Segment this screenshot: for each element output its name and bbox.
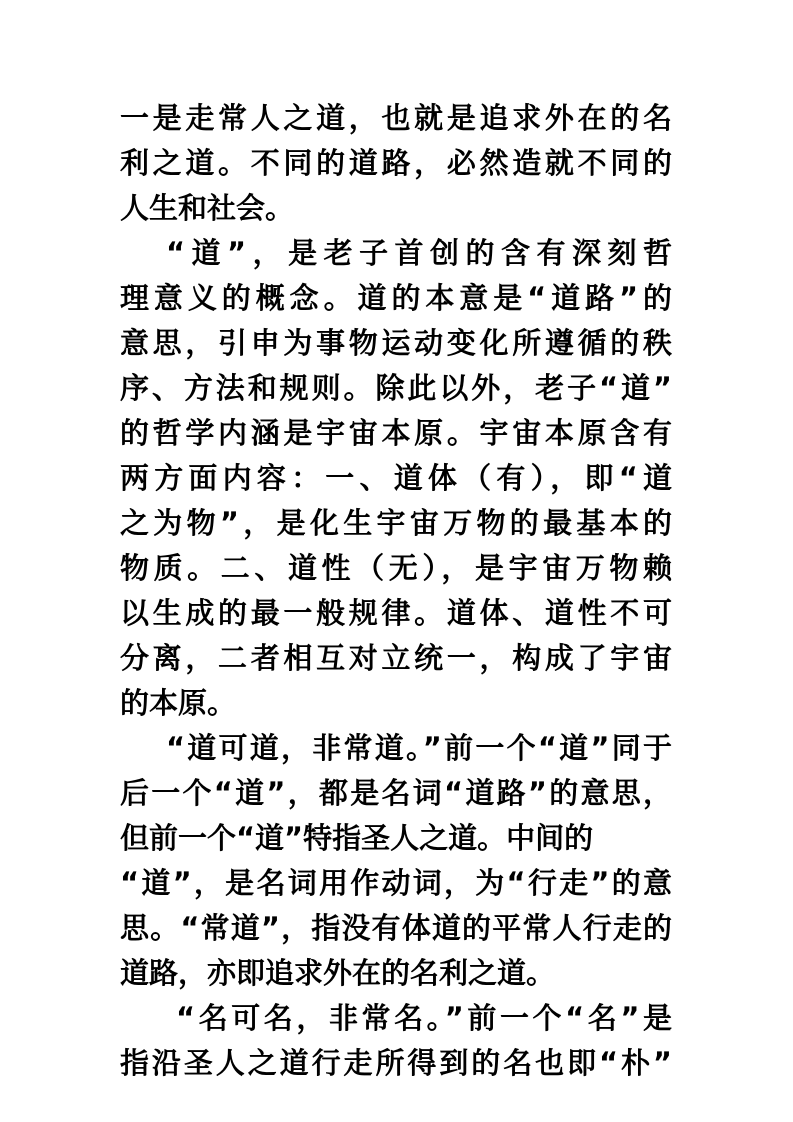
- text-line-8: 的哲学内涵是宇宙本原。宇宙本原含有: [120, 416, 672, 450]
- text-line-2: 利之道。不同的道路，必然造就不同的: [120, 146, 672, 180]
- text-line-16: 后一个“道”，都是名词“道路”的意思，: [120, 776, 672, 810]
- text-line-9: 两方面内容：一、道体（有），即“道: [120, 461, 672, 495]
- text-line-18: “道”，是名词用作动词，为“行走”的意: [120, 866, 672, 900]
- text-line-19: 思。“常道”，指没有体道的平常人行走的: [120, 911, 672, 945]
- text-line-15: “道可道，非常道。”前一个“道”同于: [166, 731, 672, 765]
- text-line-5: 理意义的概念。道的本意是“道路”的: [120, 281, 672, 315]
- text-line-6: 意思，引申为事物运动变化所遵循的秩: [120, 326, 672, 360]
- text-line-14: 的本原。: [120, 686, 237, 720]
- text-line-3: 人生和社会。: [120, 191, 295, 225]
- text-line-1: 一是走常人之道，也就是追求外在的名: [120, 101, 672, 135]
- text-line-11: 物质。二、道性（无），是宇宙万物赖: [120, 551, 672, 585]
- text-line-22: 指沿圣人之道行走所得到的名也即“朴”: [120, 1046, 672, 1080]
- text-line-4: “道”，是老子首创的含有深刻哲: [166, 236, 672, 270]
- text-line-10: 之为物”，是化生宇宙万物的最基本的: [120, 506, 672, 540]
- text-line-17: 但前一个“道”特指圣人之道。中间的: [120, 821, 594, 855]
- text-line-21: “名可名，非常名。”前一个“名”是: [176, 1001, 672, 1035]
- text-line-20: 道路，亦即追求外在的名利之道。: [120, 956, 556, 990]
- text-line-7: 序、方法和规则。除此以外，老子“道”: [120, 371, 672, 405]
- text-line-13: 分离，二者相互对立统一，构成了宇宙: [120, 641, 672, 675]
- text-line-12: 以生成的最一般规律。道体、道性不可: [120, 596, 672, 630]
